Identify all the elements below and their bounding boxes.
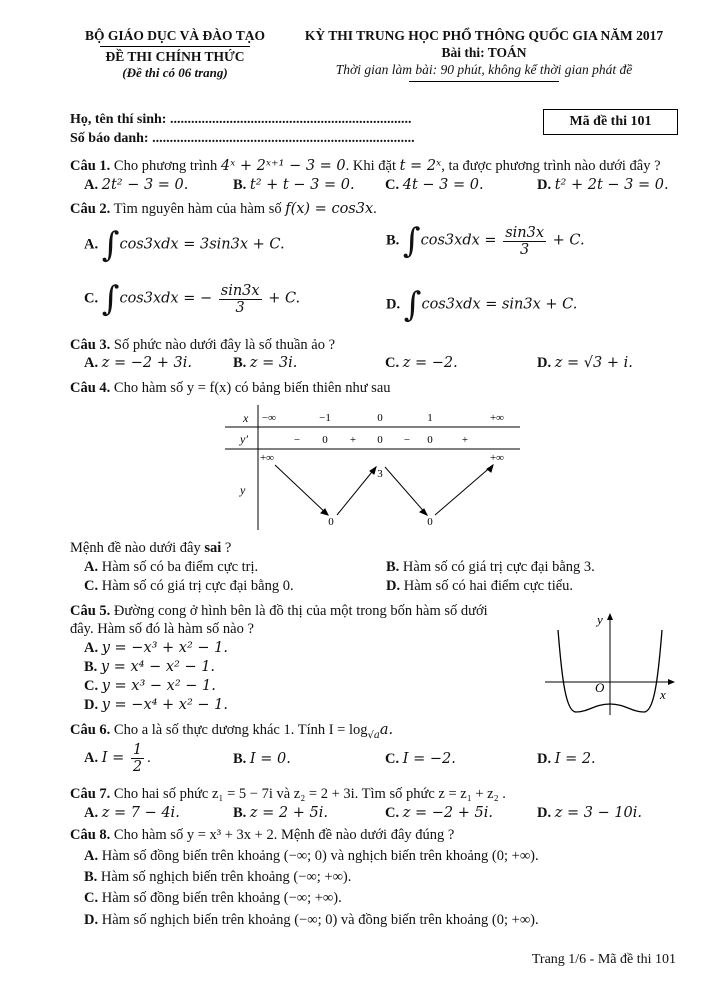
q6-option-c[interactable]: C. I = −2.	[385, 751, 456, 767]
function-graph	[540, 610, 680, 720]
official-label: ĐỀ THI CHÍNH THỨC	[105, 49, 245, 64]
q1-option-a[interactable]: A. 2t² − 3 = 0.	[84, 177, 189, 193]
q2-option-c[interactable]: C. ∫cos3xdx = − $\frac{\sin 3x}{3}$ + C.	[84, 279, 301, 319]
q1-option-b[interactable]: B. t² + t − 3 = 0.	[233, 177, 355, 193]
integral-icon: ∫	[101, 225, 120, 265]
x-axis-label: x	[660, 687, 666, 702]
q8-option-d[interactable]: D. Hàm số nghịch biến trên khoảng (−∞; 0) và đồng biến trên khoảng (0; +∞).	[84, 912, 539, 928]
exam-title: KỲ THI TRUNG HỌC PHỔ THÔNG QUỐC GIA NĂM 2017	[304, 28, 664, 43]
y-value: +∞	[489, 452, 505, 464]
q2-option-a[interactable]: A. ∫cos3xdx = 3sin3x + C.	[84, 225, 285, 265]
q5-option-b[interactable]: B. y = x⁴ − x² − 1.	[84, 659, 216, 675]
q1-option-d[interactable]: D. t² + 2t − 3 = 0.	[537, 177, 669, 193]
sign-cell: −	[403, 434, 411, 446]
subject: Bài thi: TOÁN	[441, 45, 527, 60]
q2-option-d[interactable]: D. ∫cos3xdx = sin3x + C.	[386, 285, 578, 325]
question-7: Câu 7. Cho hai số phức z₁ = 5 − 7i và z₂ = 2 + 3i. Tìm số phức z = z₁ + z₂ .	[70, 786, 506, 802]
x-arrow-icon	[668, 679, 675, 685]
question-1: Câu 1. Cho phương trình 4ˣ + 2ˣ⁺¹ − 3 = 0. Khi đặt t = 2ˣ, ta được phương trình nào dưới đây ?	[70, 158, 661, 174]
y-value: 3	[377, 468, 383, 480]
y-arrow-icon	[607, 613, 613, 620]
y-values	[260, 452, 504, 528]
row-x-label: x	[243, 411, 249, 425]
divider	[409, 81, 559, 82]
x-value: 1	[427, 412, 433, 424]
q6-option-b[interactable]: B. I = 0.	[233, 751, 291, 767]
q7-option-a[interactable]: A. z = 7 − 4i.	[84, 805, 180, 821]
q6-option-a[interactable]: A. I = $\frac{1}{2}$ .	[84, 742, 151, 775]
question-6: Câu 6. Cho a là số thực dương khác 1. Tính $I = \log_{√a}a$.	[70, 722, 394, 741]
q4-option-b[interactable]: B. Hàm số có giá trị cực đại bằng 3.	[386, 559, 595, 575]
integral-icon: ∫	[101, 279, 120, 319]
header-right	[292, 28, 676, 82]
q7-option-d[interactable]: D. z = 3 − 10i.	[537, 805, 643, 821]
sign-cell: +	[349, 434, 357, 446]
divider	[100, 46, 250, 47]
q3-option-c[interactable]: C. z = −2.	[385, 355, 458, 371]
variation-table	[225, 405, 520, 530]
question-4: Câu 4. Cho hàm số y = f(x) có bảng biến thiên như sau	[70, 380, 391, 396]
q6-option-d[interactable]: D. I = 2.	[537, 751, 596, 767]
question-3: Câu 3. Số phức nào dưới đây là số thuần ảo ?	[70, 337, 336, 353]
derivative-signs	[294, 434, 468, 446]
y-value: 0	[328, 516, 334, 528]
ministry-name: BỘ GIÁO DỤC VÀ ĐÀO TẠO	[85, 28, 265, 43]
integral-icon: ∫	[403, 285, 422, 325]
q4-option-d[interactable]: D. Hàm số có hai điểm cực tiểu.	[386, 578, 574, 594]
q1-option-c[interactable]: C. 4t − 3 = 0.	[385, 177, 484, 193]
y-value: +∞	[259, 452, 275, 464]
sign-cell: 0	[377, 434, 383, 446]
x-value: −1	[319, 412, 331, 424]
sign-cell: 0	[427, 434, 433, 446]
y-axis-label: y	[597, 612, 603, 627]
question-5-cont: đây. Hàm số đó là hàm số nào ?	[70, 621, 254, 637]
q7-option-b[interactable]: B. z = 2 + 5i.	[233, 805, 328, 821]
q3-option-d[interactable]: D. z = √3 + i.	[537, 355, 633, 371]
header-left	[70, 28, 280, 81]
sign-cell: +	[461, 434, 469, 446]
q3-option-b[interactable]: B. z = 3i.	[233, 355, 298, 371]
q4-prompt: Mệnh đề nào dưới đây sai ?	[70, 540, 232, 556]
question-2: Câu 2. Tìm nguyên hàm của hàm số f(x) = cos3x.	[70, 201, 377, 217]
sign-cell: −	[293, 434, 301, 446]
question-label: Câu 1.	[70, 158, 111, 174]
question-8: Câu 8. Cho hàm số y = x³ + 3x + 2. Mệnh đề nào dưới đây đúng ?	[70, 827, 455, 843]
q8-option-a[interactable]: A. Hàm số đồng biến trên khoảng (−∞; 0) và nghịch biến trên khoảng (0; +∞).	[84, 848, 539, 864]
q5-option-d[interactable]: D. y = −x⁴ + x² − 1.	[84, 697, 228, 713]
sign-cell: 0	[322, 434, 328, 446]
q5-option-a[interactable]: A. y = −x³ + x² − 1.	[84, 640, 228, 656]
q4-option-c[interactable]: C. Hàm số có giá trị cực đại bằng 0.	[84, 578, 294, 594]
exam-code-box: Mã đề thi 101	[543, 109, 678, 135]
row-y-label: y	[240, 483, 246, 497]
candidate-name: Họ, tên thí sinh: .....................................................................	[70, 112, 412, 127]
row-yprime-label: y′	[240, 432, 248, 446]
x-value: −∞	[261, 412, 277, 424]
q7-option-c[interactable]: C. z = −2 + 5i.	[385, 805, 493, 821]
origin-label: O	[595, 680, 605, 695]
x-values	[262, 412, 504, 424]
x-value: +∞	[489, 412, 505, 424]
integral-icon: ∫	[402, 221, 421, 261]
y-value: 0	[427, 516, 433, 528]
x-value: 0	[377, 412, 383, 424]
q5-option-c[interactable]: C. y = x³ − x² − 1.	[84, 678, 216, 694]
q3-option-a[interactable]: A. z = −2 + 3i.	[84, 355, 192, 371]
q4-option-a[interactable]: A. Hàm số có ba điểm cực trị.	[84, 559, 259, 575]
time-note: Thời gian làm bài: 90 phút, không kể thời gian phát đề	[335, 62, 633, 77]
question-5: Câu 5. Đường cong ở hình bên là đồ thị của một trong bốn hàm số dưới	[70, 603, 488, 619]
pages-note: (Đề thi có 06 trang)	[122, 65, 228, 80]
q8-option-c[interactable]: C. Hàm số đồng biến trên khoảng (−∞; +∞).	[84, 890, 342, 906]
q8-option-b[interactable]: B. Hàm số nghịch biến trên khoảng (−∞; +∞).	[84, 869, 352, 885]
q2-option-b[interactable]: B. ∫cos3xdx = $\frac{\sin 3x}{3}$ + C.	[386, 221, 585, 261]
page-footer: Trang 1/6 - Mã đề thi 101	[531, 952, 676, 967]
candidate-id: Số báo danh: ...........................................................................	[70, 131, 415, 146]
variation-arrows	[275, 465, 493, 515]
equation: 4ˣ + 2ˣ⁺¹ − 3 = 0	[220, 158, 346, 174]
